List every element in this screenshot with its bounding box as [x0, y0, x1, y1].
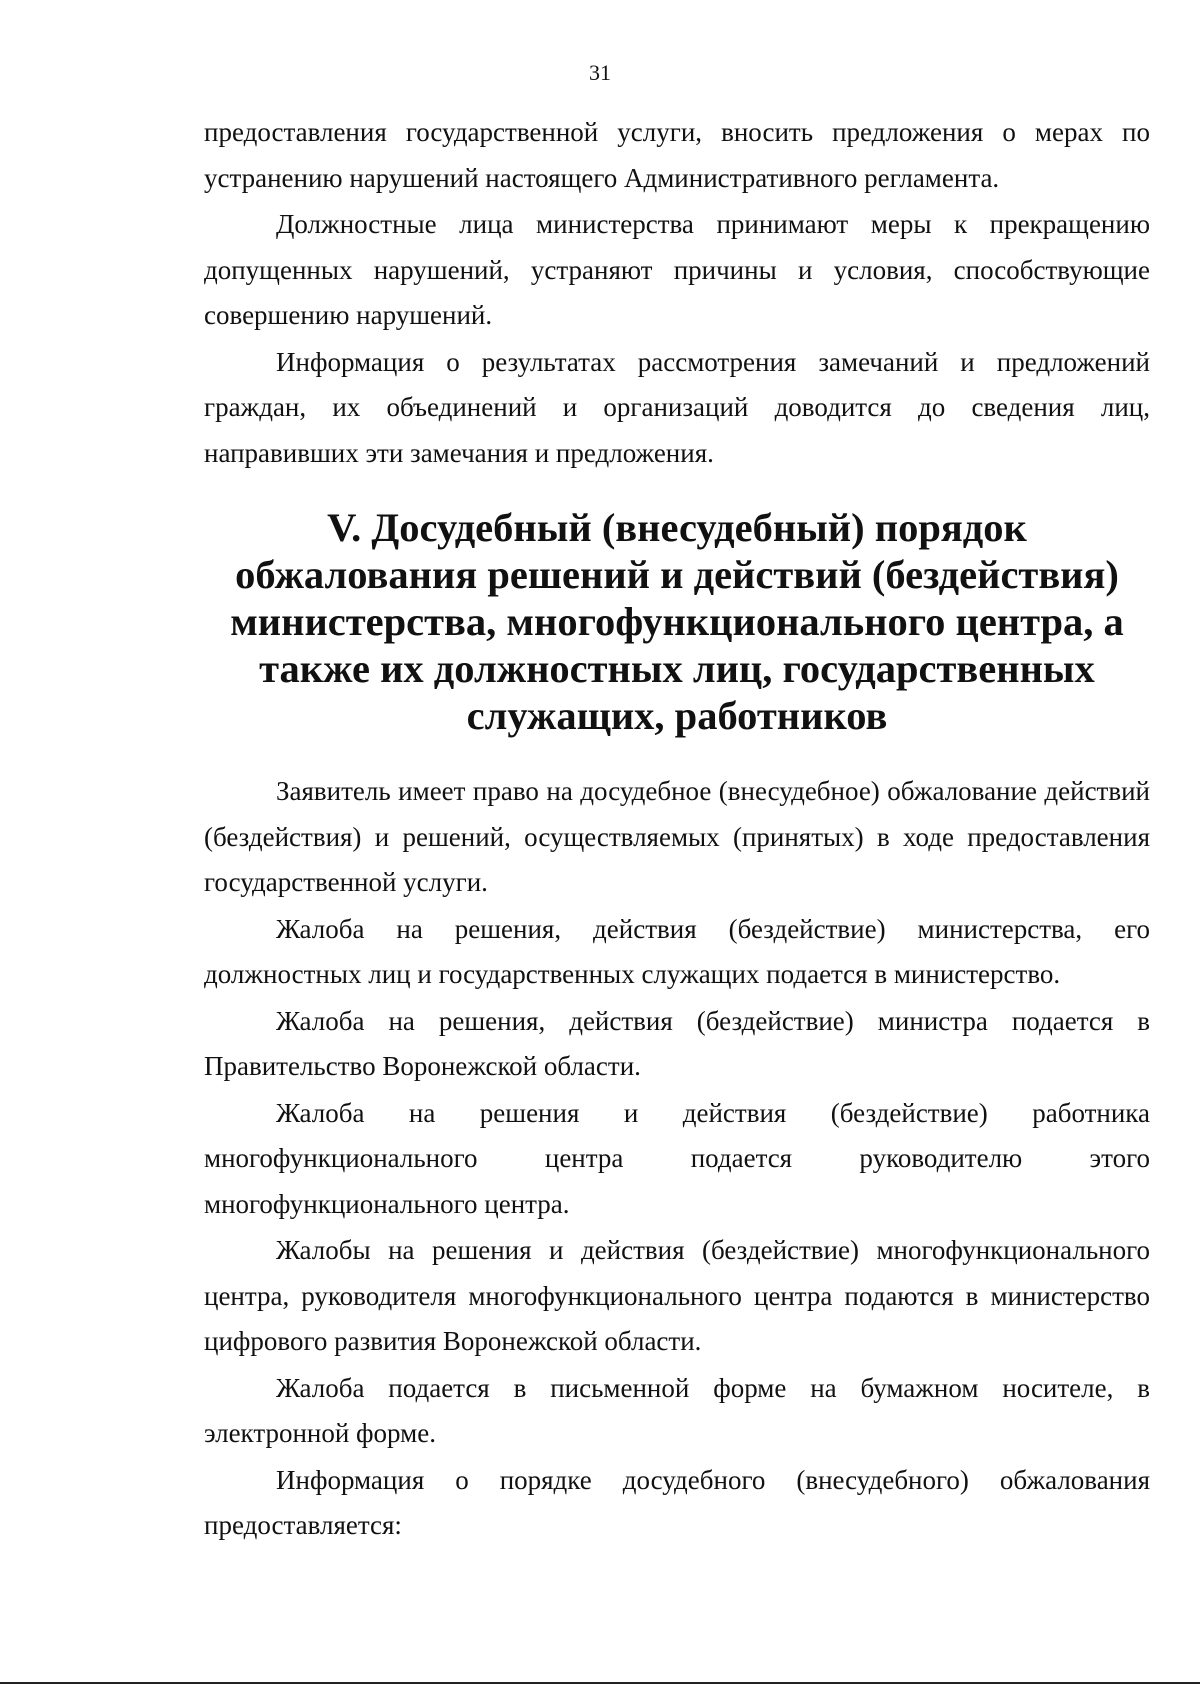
paragraph: Информация о порядке досудебного (внесудебного) обжалования предоставляется:	[204, 1464, 1150, 1540]
scan-bottom-edge-line	[0, 1682, 1200, 1684]
paragraph: Жалоба на решения, действия (бездействие) министра подается в Правительство Воронежской области.	[204, 1005, 1150, 1081]
paragraph: Должностные лица министерства принимают меры к прекращению допущенных нарушений, устраняют причины и условия, способствующие совершению нарушений.	[204, 209, 1150, 330]
paragraph: Жалоба на решения и действия (бездействие) работника многофункционального центра подается руководителю этого многофункционального центра.	[204, 1097, 1150, 1219]
document-body	[204, 110, 1150, 1550]
section-heading: V. Досудебный (внесудебный) порядок обжалования решений и действий (бездействия) министерства, многофункционального центра, а также их должностных лиц, государственных служащих, работников	[230, 505, 1124, 738]
paragraph: Жалоба на решения, действия (бездействие) министерства, его должностных лиц и государственных служащих подается в министерство.	[204, 913, 1150, 989]
paragraph: Жалоба подается в письменной форме на бумажном носителе, в электронной форме.	[204, 1372, 1150, 1448]
page-number: 31	[589, 60, 611, 85]
paragraph: Жалобы на решения и действия (бездействие) многофункционального центра, руководителя многофункционального центра подаются в министерство цифрового развития Воронежской области.	[204, 1235, 1150, 1356]
paragraph: Заявитель имеет право на досудебное (внесудебное) обжалование действий (бездействия) и решений, осуществляемых (принятых) в ходе предоставления государственной услуги.	[204, 776, 1150, 897]
paragraph-continuation: предоставления государственной услуги, вносить предложения о мерах по устранению нарушений настоящего Административного регламента.	[204, 117, 1150, 193]
paragraph: Информация о результатах рассмотрения замечаний и предложений граждан, их объединений и организаций доводится до сведения лиц, направивших эти замечания и предложения.	[204, 346, 1150, 468]
